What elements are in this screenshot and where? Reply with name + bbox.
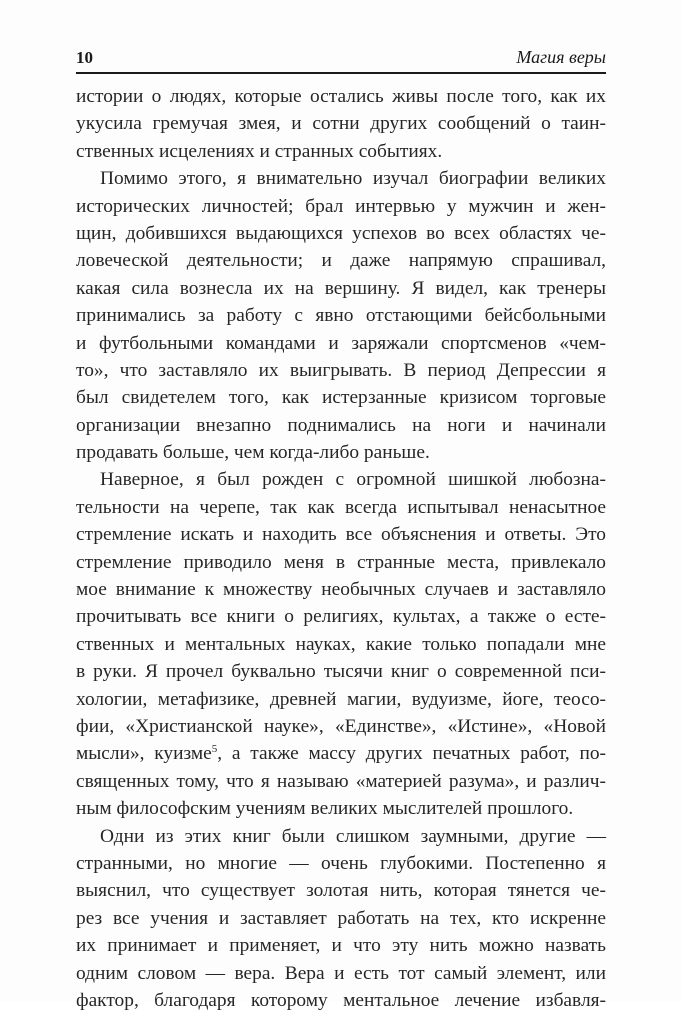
text-line: ственных и ментальных науках, какие только попадали мне [76,633,606,655]
paragraph [76,823,606,1014]
text-line: Помимо этого, я внимательно изучал биографии великих [100,168,606,190]
text-line: прочитывать все книги о религиях, культах, а также о есте- [76,606,606,628]
text-line: продавать больше, чем когда-либо раньше. [76,442,430,464]
text-line: ным философским учениям великих мыслителей прошлого. [76,798,574,820]
text-line: одним словом — вера. Вера и есть тот самый элемент, или [76,962,606,984]
text-line: Наверное, я был рожден с огромной шишкой любозна- [100,469,606,491]
text-fragment: мысли», куизме [76,743,212,765]
text-line: стремление приводило меня в странные места, привлекало [76,551,606,573]
text-line: рез все учения и заставляет работать на тех, кто искренне [76,907,606,929]
text-line: ловеческой деятельности; и даже напрямую спрашивал, [76,250,606,272]
text-line: то», что заставляло их выигрывать. В период Депрессии я [76,359,606,381]
text-line: укусила гремучая змея, и сотни других сообщений о таин- [76,113,606,135]
text-line: организации внезапно поднимались на ноги и начинали [76,414,606,436]
text-line: тельности на черепе, так как всегда испытывал ненасытное [76,496,606,518]
text-line: какая сила вознесла их на вершину. Я видел, как тренеры [76,277,606,299]
running-header [76,44,606,74]
book-title: Магия веры [516,47,606,67]
text-line: странными, но многие — очень глубокими. Постепенно я [76,852,606,874]
paragraph [76,466,606,822]
text-line: ственных исцелениях и странных событиях. [76,140,443,162]
text-line: хологии, метафизике, древней магии, вудуизме, йоге, теосо- [76,688,606,710]
text-line: исторических личностей; брал интервью у мужчин и жен- [76,195,606,217]
book-page [76,44,606,1014]
text-line: был свидетелем того, как истерзанные кризисом торговые [76,387,606,409]
text-line: стремление искать и находить все объяснения и ответы. Это [76,524,606,546]
text-line: принимались за работу с явно отстающими бейсбольными [76,305,606,327]
text-line: фактор, благодаря которому ментальное лечение избавля- [76,989,606,1011]
footnote-reference[interactable]: 5 [211,743,218,756]
text-line: в руки. Я прочел буквально тысячи книг о современной пси- [76,661,606,683]
text-line: щин, добившихся выдающихся успехов во всех областях че- [76,222,606,244]
text-line: выяснил, что существует золотая нить, которая тянется че- [76,880,606,902]
text-fragment: , а также массу других печатных работ, по- [217,743,606,765]
text-line: мое внимание к множеству необычных случаев и заставляло [76,579,606,601]
text-line: и футбольными командами и заряжали спортсменов «чем- [76,332,606,354]
text-line-with-footnote [76,740,606,767]
text-line: истории о людях, которые остались живы после того, как их [76,86,606,107]
page-number: 10 [76,48,93,67]
text-line: Одни из этих книг были слишком заумными, другие — [100,825,606,847]
text-line: священных тому, что я называю «материей разума», и различ- [76,770,606,792]
body-text [76,83,606,1014]
paragraph [76,165,606,466]
text-line: фии, «Христианской науке», «Единстве», «Истине», «Новой [76,715,606,737]
paragraph [76,83,606,165]
text-line: их принимает и применяет, и что эту нить можно назвать [76,935,606,957]
